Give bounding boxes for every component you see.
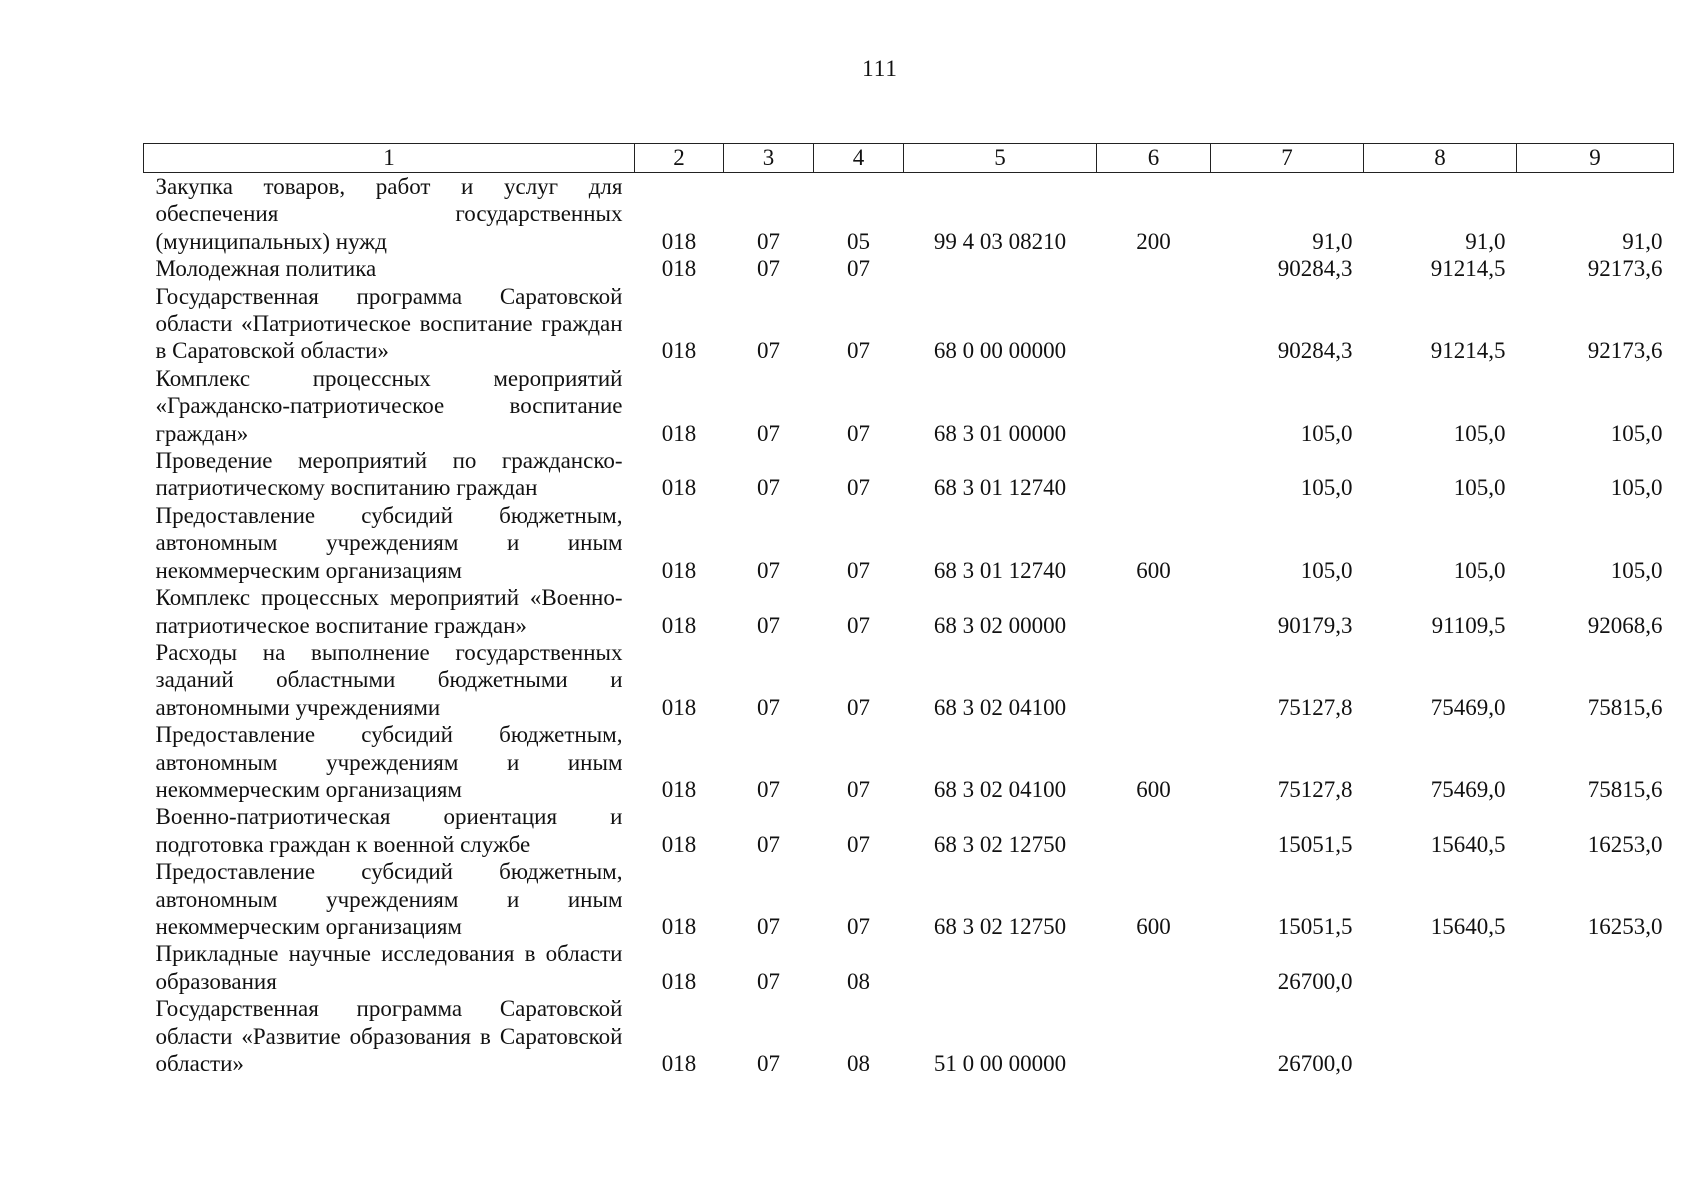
row-amount-year-2: 15640,5: [1430, 831, 1506, 857]
row-code-ministry: 018: [661, 776, 697, 802]
row-code-section: 07: [757, 694, 780, 720]
row-code-subsection: 08: [847, 968, 870, 994]
row-name: Комплекс процессных мероприятий «Военно-патриотическое воспитание граждан»: [155, 585, 623, 638]
row-name: Прикладные научные исследования в области образования: [155, 941, 623, 994]
row-name: Комплекс процессных мероприятий «Гражданско-патриотическое воспитание граждан»: [155, 365, 623, 446]
column-header-8: 8: [1364, 144, 1517, 173]
row-amount-year-2: 91214,5: [1430, 338, 1506, 364]
row-code-ministry: 018: [661, 831, 697, 857]
row-code-ministry: 018: [661, 228, 697, 254]
row-code-ministry: 018: [661, 913, 697, 939]
row-amount-year-1: 91,0: [1312, 228, 1353, 254]
row-code-subsection: 07: [847, 831, 870, 857]
row-code-ministry: 018: [661, 612, 697, 638]
row-amount-year-3: 16253,0: [1587, 831, 1663, 857]
column-header-2: 2: [635, 144, 724, 173]
row-amount-year-1: 15051,5: [1277, 831, 1353, 857]
row-code-subsection: 07: [847, 612, 870, 638]
row-code-section: 07: [757, 256, 780, 282]
row-amount-year-1: 105,0: [1300, 557, 1353, 583]
table-row: [144, 995, 1674, 1077]
row-code-section: 07: [757, 228, 780, 254]
row-code-target: 99 4 03 08210: [933, 228, 1067, 254]
row-code-ministry: 018: [661, 694, 697, 720]
column-header-4: 4: [814, 144, 904, 173]
column-header-9: 9: [1517, 144, 1674, 173]
row-code-section: 07: [757, 1051, 780, 1076]
row-amount-year-1: 105,0: [1300, 420, 1353, 446]
row-code-subsection: 07: [847, 420, 870, 446]
table-row: [144, 365, 1674, 447]
row-code-subsection: 07: [847, 338, 870, 364]
row-amount-year-3: 105,0: [1610, 420, 1663, 446]
row-name: Государственная программа Саратовской области «Патриотическое воспитание граждан в Саратовской области»: [155, 283, 623, 364]
row-amount-year-3: 92173,6: [1587, 338, 1663, 364]
row-code-subsection: 07: [847, 694, 870, 720]
table-row: [144, 858, 1674, 940]
row-code-expense-type: [1097, 447, 1211, 502]
row-code-expense-type: 200: [1136, 228, 1171, 254]
row-code-subsection: 07: [847, 557, 870, 583]
row-code-subsection: 07: [847, 913, 870, 939]
row-code-section: 07: [757, 831, 780, 857]
row-code-target: [904, 255, 1097, 282]
table-row: [144, 255, 1674, 282]
column-header-5: 5: [904, 144, 1097, 173]
row-amount-year-3: [1517, 940, 1674, 995]
row-code-ministry: 018: [661, 338, 697, 364]
row-code-section: 07: [757, 913, 780, 939]
row-code-expense-type: [1097, 995, 1211, 1077]
row-amount-year-3: 105,0: [1610, 475, 1663, 501]
row-code-target: 68 3 02 12750: [933, 913, 1067, 939]
row-code-section: 07: [757, 420, 780, 446]
column-header-3: 3: [724, 144, 814, 173]
row-name: Предоставление субсидий бюджетным, автономным учреждениям и иным некоммерческим организациям: [155, 502, 623, 583]
row-code-expense-type: [1097, 365, 1211, 447]
row-code-expense-type: [1097, 940, 1211, 995]
row-code-target: 68 3 02 04100: [933, 776, 1067, 802]
header-row: [144, 144, 1674, 173]
row-amount-year-1: 90179,3: [1277, 612, 1353, 638]
row-amount-year-3: 75815,6: [1587, 776, 1663, 802]
row-code-ministry: 018: [661, 1051, 697, 1076]
row-amount-year-3: [1517, 995, 1674, 1077]
row-amount-year-2: 75469,0: [1430, 776, 1506, 802]
table-row: [144, 940, 1674, 995]
row-code-target: 68 3 02 04100: [933, 694, 1067, 720]
table-row: [144, 283, 1674, 365]
row-code-ministry: 018: [661, 420, 697, 446]
row-amount-year-2: 75469,0: [1430, 694, 1506, 720]
row-code-target: 68 3 01 12740: [933, 475, 1067, 501]
row-name: Предоставление субсидий бюджетным, автономным учреждениям и иным некоммерческим организациям: [155, 722, 623, 802]
row-name: Молодежная политика: [155, 256, 377, 282]
row-name: Военно-патриотическая ориентация и подготовка граждан к военной службе: [155, 804, 623, 857]
page-number: 111: [862, 56, 898, 81]
row-amount-year-3: 92068,6: [1587, 612, 1663, 638]
row-amount-year-3: 16253,0: [1587, 913, 1663, 939]
row-code-section: 07: [757, 557, 780, 583]
row-code-section: 07: [757, 776, 780, 802]
row-amount-year-3: 91,0: [1622, 228, 1663, 254]
row-name: Предоставление субсидий бюджетным, автономным учреждениям и иным некоммерческим организациям: [155, 859, 623, 939]
row-amount-year-1: 15051,5: [1277, 913, 1353, 939]
column-header-7: 7: [1211, 144, 1364, 173]
table-row: [144, 584, 1674, 639]
row-code-ministry: 018: [661, 557, 697, 583]
row-amount-year-3: 105,0: [1610, 557, 1663, 583]
row-code-expense-type: [1097, 639, 1211, 721]
row-code-expense-type: [1097, 584, 1211, 639]
row-amount-year-2: [1364, 995, 1517, 1077]
row-amount-year-2: 91109,5: [1431, 612, 1506, 638]
column-header-6: 6: [1097, 144, 1211, 173]
row-code-expense-type: [1097, 803, 1211, 858]
row-amount-year-1: 26700,0: [1277, 1051, 1353, 1076]
row-amount-year-2: 15640,5: [1430, 913, 1506, 939]
row-code-target: 68 3 02 00000: [933, 612, 1067, 638]
budget-table: [143, 143, 1674, 1077]
row-code-section: 07: [757, 968, 780, 994]
row-code-ministry: 018: [661, 256, 697, 282]
table-row: [144, 803, 1674, 858]
table-row: [144, 502, 1674, 584]
row-code-expense-type: 600: [1136, 913, 1171, 939]
row-amount-year-2: 105,0: [1453, 557, 1506, 583]
row-code-subsection: 08: [847, 1051, 870, 1076]
row-code-ministry: 018: [661, 968, 697, 994]
row-code-target: 68 3 01 00000: [933, 420, 1067, 446]
row-amount-year-2: 105,0: [1453, 475, 1506, 501]
row-code-expense-type: 600: [1136, 557, 1171, 583]
column-header-1: 1: [144, 144, 635, 173]
row-amount-year-1: 105,0: [1300, 475, 1353, 501]
table-row: [144, 173, 1674, 256]
table-body: [144, 173, 1674, 1078]
row-amount-year-1: 90284,3: [1277, 338, 1353, 364]
row-code-subsection: 07: [847, 776, 870, 802]
row-amount-year-3: 75815,6: [1587, 694, 1663, 720]
row-code-subsection: 07: [847, 256, 870, 282]
table-row: [144, 721, 1674, 803]
row-code-target: 51 0 00 00000: [933, 1051, 1067, 1076]
row-name: Государственная программа Саратовской области «Развитие образования в Саратовской области»: [155, 996, 623, 1076]
row-amount-year-1: 90284,3: [1277, 256, 1353, 282]
row-code-section: 07: [757, 475, 780, 501]
row-code-ministry: 018: [661, 475, 697, 501]
row-code-target: 68 3 01 12740: [933, 557, 1067, 583]
row-amount-year-1: 26700,0: [1277, 968, 1353, 994]
row-amount-year-2: 105,0: [1453, 420, 1506, 446]
row-amount-year-3: 92173,6: [1587, 256, 1663, 282]
row-code-target: 68 0 00 00000: [933, 338, 1067, 364]
row-code-target: [904, 940, 1097, 995]
row-code-subsection: 05: [847, 228, 870, 254]
row-amount-year-1: 75127,8: [1277, 694, 1353, 720]
table-row: [144, 447, 1674, 502]
row-amount-year-2: [1364, 940, 1517, 995]
row-code-section: 07: [757, 338, 780, 364]
row-code-target: 68 3 02 12750: [933, 831, 1067, 857]
row-name: Расходы на выполнение государственных заданий областными бюджетными и автономными учреждениями: [155, 639, 623, 720]
table-row: [144, 639, 1674, 721]
row-code-expense-type: [1097, 283, 1211, 365]
row-code-section: 07: [757, 612, 780, 638]
row-name: Закупка товаров, работ и услуг для обеспечения государственных (муниципальных) нужд: [155, 174, 623, 254]
row-code-expense-type: [1097, 255, 1211, 282]
row-amount-year-2: 91,0: [1465, 228, 1506, 254]
row-amount-year-1: 75127,8: [1277, 776, 1353, 802]
row-code-expense-type: 600: [1136, 776, 1171, 802]
row-code-subsection: 07: [847, 475, 870, 501]
row-name: Проведение мероприятий по гражданско-патриотическому воспитанию граждан: [155, 448, 623, 501]
row-amount-year-2: 91214,5: [1430, 256, 1506, 282]
